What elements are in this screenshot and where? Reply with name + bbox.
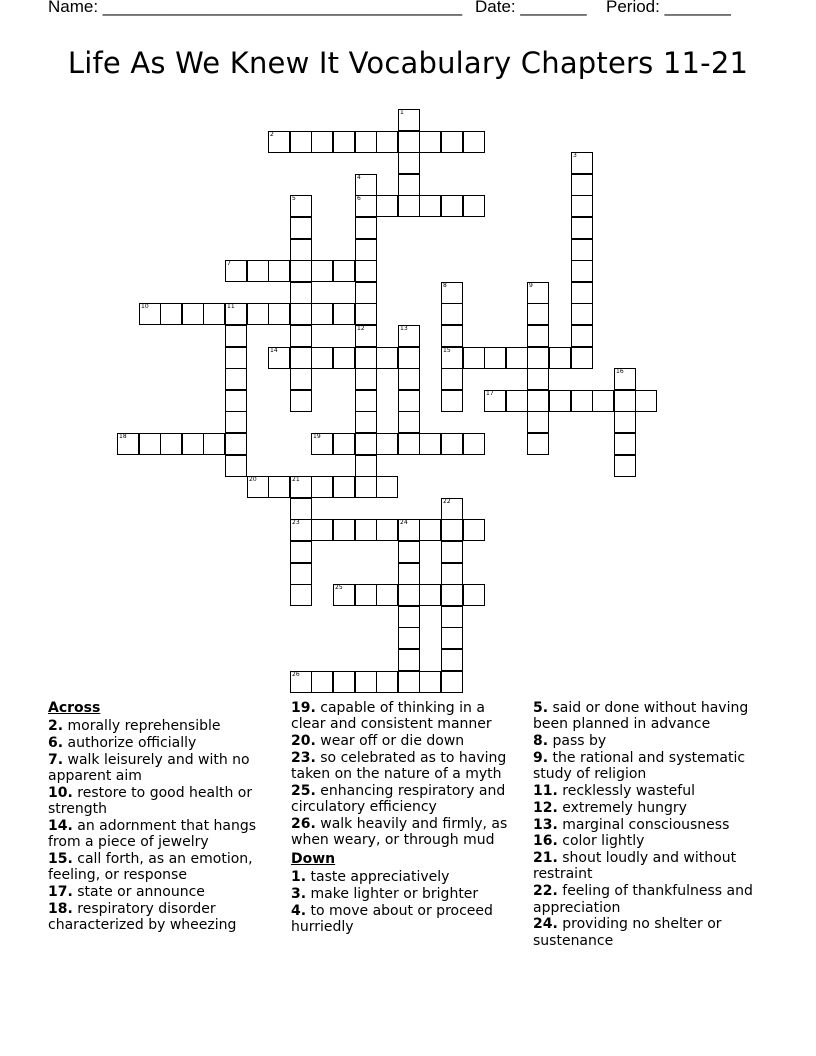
grid-cell[interactable] xyxy=(441,627,463,649)
grid-cell[interactable] xyxy=(355,260,377,282)
grid-cell[interactable] xyxy=(333,260,355,282)
grid-cell[interactable] xyxy=(203,433,225,455)
cell-number: 6 xyxy=(357,195,361,202)
cell-number: 9 xyxy=(529,282,533,289)
clue-number: 24. xyxy=(533,916,558,933)
grid-cell[interactable] xyxy=(527,390,549,412)
grid-cell[interactable] xyxy=(527,325,549,347)
down-clue-list-continued xyxy=(533,700,778,949)
clue-number: 17. xyxy=(48,884,73,901)
grid-cell[interactable] xyxy=(355,519,377,541)
grid-cell[interactable] xyxy=(290,541,312,563)
cell-number: 8 xyxy=(443,282,447,289)
cell-number: 3 xyxy=(573,152,577,159)
grid-cell[interactable] xyxy=(441,347,463,369)
grid-cell[interactable] xyxy=(398,433,420,455)
clue-number: 1. xyxy=(291,868,307,885)
clue-number: 8. xyxy=(533,733,549,750)
grid-cell[interactable] xyxy=(225,260,247,282)
clue-text: recklessly wasteful xyxy=(557,782,695,799)
grid-cell[interactable] xyxy=(268,476,290,498)
grid-cell[interactable] xyxy=(549,347,571,369)
grid-cell[interactable] xyxy=(333,476,355,498)
grid-cell[interactable] xyxy=(419,195,441,217)
grid-cell[interactable] xyxy=(376,347,398,369)
grid-cell[interactable] xyxy=(441,433,463,455)
clue-text: morally reprehensible xyxy=(63,718,221,735)
grid-cell[interactable] xyxy=(355,195,377,217)
cell-number: 4 xyxy=(357,174,361,181)
grid-cell[interactable] xyxy=(311,519,333,541)
grid-cell[interactable] xyxy=(441,671,463,693)
cell-number: 22 xyxy=(443,498,451,505)
period-field[interactable]: Period: _______ xyxy=(606,0,731,16)
page-title: Life As We Knew It Vocabulary Chapters 11-21 xyxy=(67,46,749,80)
clue-text: enhancing respiratory and circulatory efficiency xyxy=(291,782,506,816)
cell-number: 7 xyxy=(227,260,231,267)
across-clue-2 xyxy=(48,718,280,734)
cell-number: 25 xyxy=(335,584,343,591)
grid-cell[interactable] xyxy=(355,671,377,693)
grid-cell[interactable] xyxy=(311,671,333,693)
grid-cell[interactable] xyxy=(268,347,290,369)
grid-cell[interactable] xyxy=(139,303,161,325)
grid-cell[interactable] xyxy=(398,519,420,541)
clue-number: 22. xyxy=(533,883,558,900)
grid-cell[interactable] xyxy=(311,347,333,369)
across-clues-column xyxy=(48,700,280,934)
grid-cell[interactable] xyxy=(225,455,247,477)
clue-number: 9. xyxy=(533,749,549,766)
grid-cell[interactable] xyxy=(463,131,485,153)
grid-cell[interactable] xyxy=(355,174,377,196)
clue-text: restore to good health or strength xyxy=(48,784,253,818)
clue-number: 12. xyxy=(533,799,558,816)
clue-number: 16. xyxy=(533,833,558,850)
clue-text: to move about or proceed hurriedly xyxy=(291,902,493,935)
grid-cell[interactable] xyxy=(290,390,312,412)
grid-cell[interactable] xyxy=(355,584,377,606)
clue-text: walk heavily and firmly, as when weary, or through mud xyxy=(291,816,508,849)
grid-cell[interactable] xyxy=(441,282,463,304)
down-clue-8 xyxy=(533,733,778,749)
across-clue-25 xyxy=(291,783,523,816)
grid-cell[interactable] xyxy=(355,476,377,498)
across-clue-23 xyxy=(291,750,523,783)
grid-cell[interactable] xyxy=(571,260,593,282)
grid-cell[interactable] xyxy=(355,433,377,455)
down-clue-21 xyxy=(533,850,778,883)
grid-cell[interactable] xyxy=(398,109,420,131)
grid-cell[interactable] xyxy=(419,433,441,455)
grid-cell[interactable] xyxy=(311,131,333,153)
cell-number: 21 xyxy=(292,476,300,483)
grid-cell[interactable] xyxy=(290,239,312,261)
grid-cell[interactable] xyxy=(311,303,333,325)
grid-cell[interactable] xyxy=(182,303,204,325)
grid-cell[interactable] xyxy=(463,347,485,369)
clue-text: make lighter or brighter xyxy=(306,885,479,902)
grid-cell[interactable] xyxy=(398,368,420,390)
grid-cell[interactable] xyxy=(571,325,593,347)
down-clue-4 xyxy=(291,903,523,936)
grid-cell[interactable] xyxy=(203,303,225,325)
grid-cell[interactable] xyxy=(398,131,420,153)
across-clue-list-continued xyxy=(291,700,523,849)
cell-number: 1 xyxy=(400,109,404,116)
cell-number: 14 xyxy=(270,347,278,354)
grid-cell[interactable] xyxy=(160,433,182,455)
grid-cell[interactable] xyxy=(441,195,463,217)
grid-cell[interactable] xyxy=(290,131,312,153)
clue-number: 11. xyxy=(533,782,558,799)
cell-number: 10 xyxy=(141,303,149,310)
grid-cell[interactable] xyxy=(463,433,485,455)
grid-cell[interactable] xyxy=(614,390,636,412)
grid-cell[interactable] xyxy=(290,368,312,390)
down-clue-3 xyxy=(291,886,523,902)
cell-number: 20 xyxy=(249,476,257,483)
grid-cell[interactable] xyxy=(614,411,636,433)
grid-cell[interactable] xyxy=(355,455,377,477)
clue-text: taste appreciatively xyxy=(306,868,450,885)
grid-cell[interactable] xyxy=(333,433,355,455)
down-clue-16 xyxy=(533,833,778,849)
grid-cell[interactable] xyxy=(571,152,593,174)
clue-number: 15. xyxy=(48,851,73,868)
grid-cell[interactable] xyxy=(376,131,398,153)
clue-number: 2. xyxy=(48,718,64,735)
clue-text: capable of thinking in a clear and consistent manner xyxy=(291,700,492,733)
clue-number: 6. xyxy=(48,735,64,752)
grid-cell[interactable] xyxy=(398,606,420,628)
grid-cell[interactable] xyxy=(398,649,420,671)
grid-cell[interactable] xyxy=(441,649,463,671)
clue-text: the rational and systematic study of religion xyxy=(533,749,746,783)
cell-number: 11 xyxy=(227,303,235,310)
grid-cell[interactable] xyxy=(571,390,593,412)
clue-number: 19. xyxy=(291,700,316,716)
grid-cell[interactable] xyxy=(268,303,290,325)
grid-cell[interactable] xyxy=(268,131,290,153)
grid-cell[interactable] xyxy=(398,563,420,585)
grid-cell[interactable] xyxy=(355,390,377,412)
grid-cell[interactable] xyxy=(571,217,593,239)
across-clue-20 xyxy=(291,733,523,749)
grid-cell[interactable] xyxy=(290,519,312,541)
grid-cell[interactable] xyxy=(225,347,247,369)
grid-cell[interactable] xyxy=(355,217,377,239)
clue-number: 5. xyxy=(533,700,549,716)
across-heading: Across xyxy=(48,700,101,716)
clue-text: call forth, as an emotion, feeling, or response xyxy=(48,851,253,884)
across-clue-list xyxy=(48,718,280,933)
grid-cell[interactable] xyxy=(441,390,463,412)
clue-text: pass by xyxy=(548,733,607,750)
grid-cell[interactable] xyxy=(484,347,506,369)
grid-cell[interactable] xyxy=(614,455,636,477)
clue-text: state or announce xyxy=(72,884,205,901)
grid-cell[interactable] xyxy=(355,282,377,304)
grid-cell[interactable] xyxy=(290,563,312,585)
grid-cell[interactable] xyxy=(376,519,398,541)
clue-number: 3. xyxy=(291,885,307,902)
grid-cell[interactable] xyxy=(355,347,377,369)
grid-cell[interactable] xyxy=(571,347,593,369)
down-clue-1 xyxy=(291,869,523,885)
clue-text: an adornment that hangs from a piece of jewelry xyxy=(48,818,257,851)
grid-cell[interactable] xyxy=(311,260,333,282)
down-clue-22 xyxy=(533,883,778,916)
grid-cell[interactable] xyxy=(463,519,485,541)
clue-text: color lightly xyxy=(557,833,645,850)
across-clue-17 xyxy=(48,884,280,900)
cell-number: 12 xyxy=(357,325,365,332)
grid-cell[interactable] xyxy=(635,390,657,412)
grid-cell[interactable] xyxy=(355,368,377,390)
grid-cell[interactable] xyxy=(247,303,269,325)
clue-text: so celebrated as to having taken on the nature of a myth xyxy=(291,749,507,783)
grid-cell[interactable] xyxy=(355,303,377,325)
grid-cell[interactable] xyxy=(376,195,398,217)
cell-number: 13 xyxy=(400,325,408,332)
grid-cell[interactable] xyxy=(290,584,312,606)
grid-cell[interactable] xyxy=(182,433,204,455)
grid-cell[interactable] xyxy=(614,368,636,390)
grid-cell[interactable] xyxy=(506,347,528,369)
grid-cell[interactable] xyxy=(419,671,441,693)
clue-number: 20. xyxy=(291,733,316,750)
cell-number: 18 xyxy=(119,433,127,440)
across-clue-6 xyxy=(48,735,280,751)
down-clues-column-continued xyxy=(533,700,778,949)
grid-cell[interactable] xyxy=(290,217,312,239)
across-clues-column-continued xyxy=(291,700,523,936)
grid-cell[interactable] xyxy=(225,433,247,455)
down-clue-24 xyxy=(533,916,778,949)
grid-cell[interactable] xyxy=(527,433,549,455)
clue-text: wear off or die down xyxy=(315,733,465,750)
cell-number: 2 xyxy=(270,131,274,138)
clue-text: walk leisurely and with no apparent aim xyxy=(48,751,250,785)
cell-number: 16 xyxy=(616,368,624,375)
grid-cell[interactable] xyxy=(592,390,614,412)
grid-cell[interactable] xyxy=(290,303,312,325)
down-clue-9 xyxy=(533,750,778,783)
grid-cell[interactable] xyxy=(571,239,593,261)
clue-number: 25. xyxy=(291,782,316,799)
grid-cell[interactable] xyxy=(441,131,463,153)
across-clue-7 xyxy=(48,752,280,785)
grid-cell[interactable] xyxy=(527,303,549,325)
grid-cell[interactable] xyxy=(441,563,463,585)
name-field[interactable]: Name: ______________________________________ xyxy=(48,0,463,16)
grid-cell[interactable] xyxy=(398,541,420,563)
grid-cell[interactable] xyxy=(398,347,420,369)
grid-cell[interactable] xyxy=(398,152,420,174)
grid-cell[interactable] xyxy=(290,671,312,693)
down-clue-list xyxy=(291,869,523,935)
grid-cell[interactable] xyxy=(441,303,463,325)
grid-cell[interactable] xyxy=(376,671,398,693)
grid-cell[interactable] xyxy=(333,347,355,369)
grid-cell[interactable] xyxy=(441,606,463,628)
grid-cell[interactable] xyxy=(441,498,463,520)
grid-cell[interactable] xyxy=(290,476,312,498)
grid-cell[interactable] xyxy=(376,433,398,455)
grid-cell[interactable] xyxy=(571,282,593,304)
grid-cell[interactable] xyxy=(398,627,420,649)
grid-cell[interactable] xyxy=(376,584,398,606)
cell-number: 19 xyxy=(313,433,321,440)
grid-cell[interactable] xyxy=(441,584,463,606)
grid-cell[interactable] xyxy=(333,303,355,325)
grid-cell[interactable] xyxy=(398,584,420,606)
grid-cell[interactable] xyxy=(527,282,549,304)
grid-cell[interactable] xyxy=(484,390,506,412)
across-clue-18 xyxy=(48,901,280,934)
cell-number: 5 xyxy=(292,195,296,202)
clue-text: marginal consciousness xyxy=(557,816,730,833)
clue-number: 13. xyxy=(533,816,558,833)
grid-cell[interactable] xyxy=(614,433,636,455)
grid-cell[interactable] xyxy=(311,476,333,498)
grid-cell[interactable] xyxy=(290,325,312,347)
grid-cell[interactable] xyxy=(290,195,312,217)
clue-number: 18. xyxy=(48,901,73,918)
grid-cell[interactable] xyxy=(290,347,312,369)
grid-cell[interactable] xyxy=(355,131,377,153)
across-clue-14 xyxy=(48,818,280,851)
grid-cell[interactable] xyxy=(571,303,593,325)
clue-number: 4. xyxy=(291,902,307,919)
grid-cell[interactable] xyxy=(527,411,549,433)
grid-cell[interactable] xyxy=(463,195,485,217)
down-clue-11 xyxy=(533,783,778,799)
grid-cell[interactable] xyxy=(290,282,312,304)
cell-number: 24 xyxy=(400,519,408,526)
cell-number: 26 xyxy=(292,671,300,678)
grid-cell[interactable] xyxy=(333,131,355,153)
down-clue-12 xyxy=(533,800,778,816)
grid-cell[interactable] xyxy=(398,325,420,347)
grid-cell[interactable] xyxy=(506,390,528,412)
cell-number: 23 xyxy=(292,519,300,526)
grid-cell[interactable] xyxy=(160,303,182,325)
across-clue-10 xyxy=(48,785,280,818)
across-clue-15 xyxy=(48,851,280,884)
grid-cell[interactable] xyxy=(527,368,549,390)
clue-text: feeling of thankfulness and appreciation xyxy=(533,883,753,916)
grid-cell[interactable] xyxy=(225,368,247,390)
clue-number: 14. xyxy=(48,818,73,835)
grid-cell[interactable] xyxy=(225,390,247,412)
down-heading: Down xyxy=(291,850,336,867)
grid-cell[interactable] xyxy=(139,433,161,455)
down-clue-5 xyxy=(533,700,778,733)
grid-cell[interactable] xyxy=(268,260,290,282)
grid-cell[interactable] xyxy=(398,411,420,433)
grid-cell[interactable] xyxy=(398,195,420,217)
grid-cell[interactable] xyxy=(441,368,463,390)
down-clue-13 xyxy=(533,817,778,833)
grid-cell[interactable] xyxy=(419,131,441,153)
clue-number: 26. xyxy=(291,816,316,833)
grid-cell[interactable] xyxy=(290,498,312,520)
grid-cell[interactable] xyxy=(549,390,571,412)
grid-cell[interactable] xyxy=(247,260,269,282)
clue-text: extremely hungry xyxy=(557,799,687,816)
grid-cell[interactable] xyxy=(225,303,247,325)
grid-cell[interactable] xyxy=(376,476,398,498)
grid-cell[interactable] xyxy=(225,411,247,433)
clue-text: shout loudly and without restraint xyxy=(533,850,737,883)
grid-cell[interactable] xyxy=(398,390,420,412)
grid-cell[interactable] xyxy=(419,584,441,606)
grid-cell[interactable] xyxy=(571,174,593,196)
grid-cell[interactable] xyxy=(463,584,485,606)
grid-cell[interactable] xyxy=(290,260,312,282)
grid-cell[interactable] xyxy=(441,325,463,347)
clue-number: 21. xyxy=(533,850,558,867)
clue-number: 23. xyxy=(291,749,316,766)
date-field[interactable]: Date: _______ xyxy=(475,0,587,16)
clue-number: 7. xyxy=(48,751,64,768)
grid-cell[interactable] xyxy=(571,195,593,217)
clue-text: authorize officially xyxy=(63,735,197,752)
grid-cell[interactable] xyxy=(333,519,355,541)
clue-text: respiratory disorder characterized by wheezing xyxy=(48,901,237,934)
grid-cell[interactable] xyxy=(441,541,463,563)
clue-text: said or done without having been planned in advance xyxy=(533,700,749,733)
across-clue-19 xyxy=(291,700,523,733)
grid-cell[interactable] xyxy=(225,325,247,347)
clue-text: providing no shelter or sustenance xyxy=(533,916,722,949)
grid-cell[interactable] xyxy=(398,174,420,196)
grid-cell[interactable] xyxy=(355,325,377,347)
grid-cell[interactable] xyxy=(527,347,549,369)
clue-number: 10. xyxy=(48,784,73,801)
across-clue-26 xyxy=(291,816,523,849)
cell-number: 15 xyxy=(443,347,451,354)
grid-cell[interactable] xyxy=(311,433,333,455)
grid-cell[interactable] xyxy=(333,671,355,693)
grid-cell[interactable] xyxy=(333,584,355,606)
cell-number: 17 xyxy=(486,390,494,397)
grid-cell[interactable] xyxy=(247,476,269,498)
grid-cell[interactable] xyxy=(117,433,139,455)
grid-cell[interactable] xyxy=(441,519,463,541)
grid-cell[interactable] xyxy=(398,671,420,693)
grid-cell[interactable] xyxy=(355,411,377,433)
grid-cell[interactable] xyxy=(355,239,377,261)
grid-cell[interactable] xyxy=(419,519,441,541)
